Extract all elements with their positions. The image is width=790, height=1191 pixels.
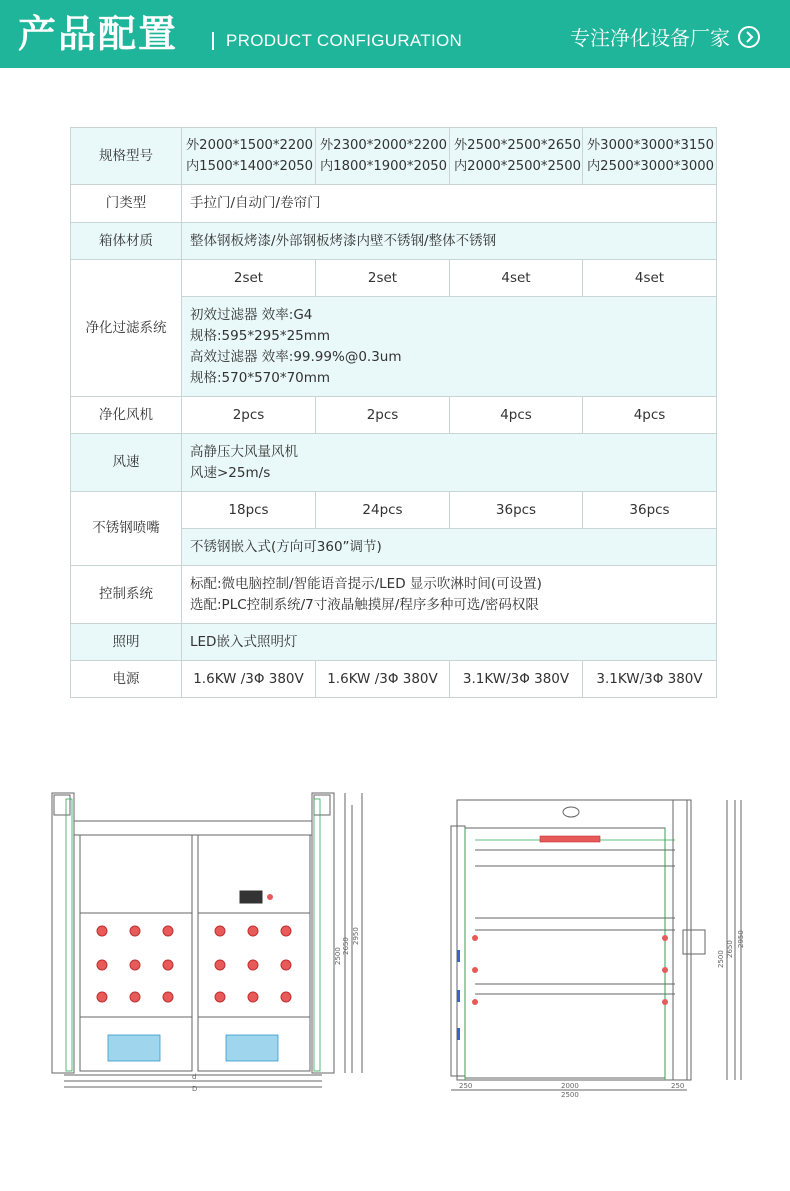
table-row: [71, 223, 717, 260]
filter-set-cell: 2set: [182, 260, 316, 297]
table-row: [71, 185, 717, 223]
fan-cell: 4pcs: [583, 397, 717, 434]
table-row: [71, 434, 717, 492]
nozzle-note: 不锈钢嵌入式(方向可360”调节): [182, 529, 717, 566]
table-row: [71, 661, 717, 698]
row-label-material: 箱体材质: [71, 223, 182, 260]
power-cell: 3.1KW/3Φ 380V: [583, 661, 717, 698]
speed-value: 高静压大风量风机 风速>25m/s: [182, 434, 717, 492]
slogan: 专注净化设备厂家: [570, 26, 730, 50]
model-cell: 外2500*2500*2650 内2000*2500*2500: [450, 128, 583, 185]
side-dim-label: 2950: [737, 930, 745, 948]
row-label-speed: 风速: [71, 434, 182, 492]
model-cell: 外3000*3000*3150 内2500*3000*3000: [583, 128, 717, 185]
table-row: [71, 492, 717, 529]
nozzle-cell: 24pcs: [316, 492, 450, 529]
front-dim-label: 2650: [342, 937, 350, 955]
nozzle-cell: 18pcs: [182, 492, 316, 529]
row-label-model: 规格型号: [71, 128, 182, 185]
power-cell: 1.6KW /3Φ 380V: [182, 661, 316, 698]
side-dim-label: 2500: [717, 950, 725, 968]
page-header: [0, 0, 790, 68]
power-cell: 1.6KW /3Φ 380V: [316, 661, 450, 698]
side-bottom-dim: 250: [459, 1082, 473, 1090]
filter-set-cell: 4set: [450, 260, 583, 297]
title-separator: [212, 32, 214, 50]
table-row: [71, 566, 717, 624]
front-bottom-dim: d: [192, 1073, 197, 1081]
row-label-door: 门类型: [71, 185, 182, 223]
table-row: [71, 397, 717, 434]
circle-arrow-right-icon[interactable]: [738, 26, 760, 48]
front-dim-label: 2950: [352, 927, 360, 945]
model-cell: 外2300*2000*2200 内1800*1900*2050: [316, 128, 450, 185]
front-bottom-dim: D: [192, 1085, 198, 1093]
nozzle-cell: 36pcs: [450, 492, 583, 529]
table-row: [71, 260, 717, 297]
side-bottom-dim: 250: [671, 1082, 685, 1090]
row-label-light: 照明: [71, 624, 182, 661]
filter-set-cell: 4set: [583, 260, 717, 297]
spec-table: [70, 127, 717, 698]
door-value: 手拉门/自动门/卷帘门: [182, 185, 717, 223]
side-bottom-dim: 2500: [561, 1091, 579, 1099]
row-label-filter: 净化过滤系统: [71, 260, 182, 397]
filter-spec: 初效过滤器 效率:G4 规格:595*295*25mm 高效过滤器 效率:99.99%@0.3um 规格:570*570*70mm: [182, 297, 717, 397]
control-value: 标配:微电脑控制/智能语音提示/LED 显示吹淋时间(可设置) 选配:PLC控制系统/7寸液晶触摸屏/程序多种可选/密码权限: [182, 566, 717, 624]
table-row: [71, 128, 717, 185]
row-label-fan: 净化风机: [71, 397, 182, 434]
row-label-nozzle: 不锈钢喷嘴: [71, 492, 182, 566]
front-view-drawing: [40, 785, 380, 1100]
filter-set-cell: 2set: [316, 260, 450, 297]
model-cell: 外2000*1500*2200 内1500*1400*2050: [182, 128, 316, 185]
row-label-control: 控制系统: [71, 566, 182, 624]
fan-cell: 2pcs: [316, 397, 450, 434]
material-value: 整体钢板烤漆/外部钢板烤漆内壁不锈钢/整体不锈钢: [182, 223, 717, 260]
side-view-drawing: [445, 790, 755, 1100]
nozzle-cell: 36pcs: [583, 492, 717, 529]
page-subtitle: PRODUCT CONFIGURATION: [226, 31, 463, 50]
power-cell: 3.1KW/3Φ 380V: [450, 661, 583, 698]
front-dim-label: 2500: [334, 947, 342, 965]
fan-cell: 2pcs: [182, 397, 316, 434]
table-row: [71, 624, 717, 661]
light-value: LED嵌入式照明灯: [182, 624, 717, 661]
page-title: 产品配置: [18, 12, 179, 56]
row-label-power: 电源: [71, 661, 182, 698]
side-dim-label: 2650: [726, 940, 734, 958]
side-bottom-dim: 2000: [561, 1082, 579, 1090]
fan-cell: 4pcs: [450, 397, 583, 434]
